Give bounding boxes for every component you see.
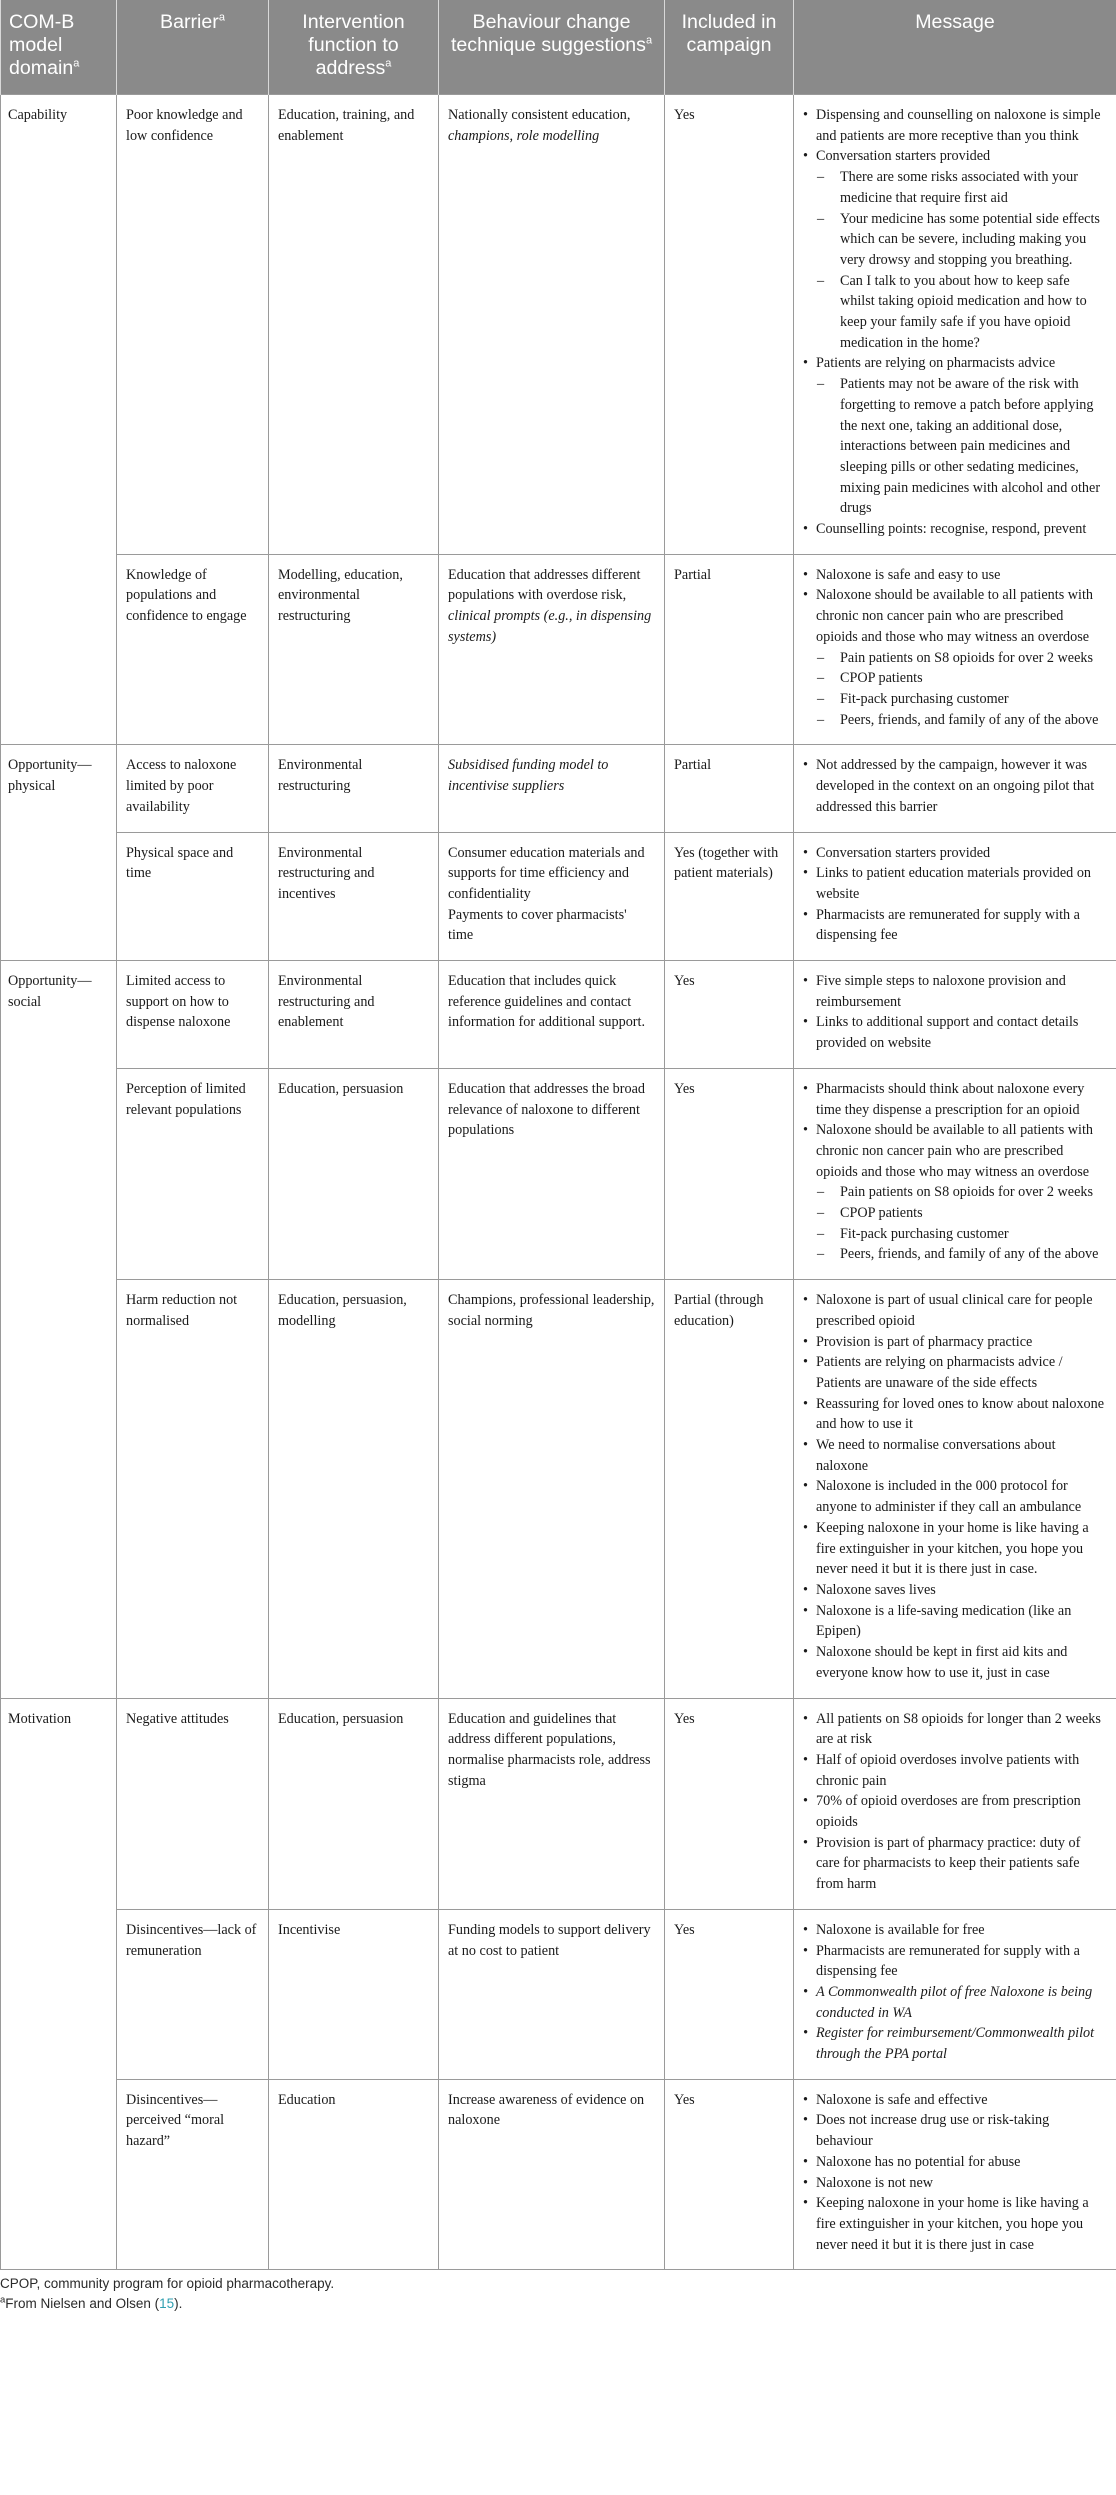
bct-text: champions, role modelling <box>448 127 600 144</box>
message-item: • Naloxone has no potential for abuse <box>803 2152 1107 2173</box>
header-footnote-marker: a <box>645 34 653 47</box>
message-item: • Does not increase drug use or risk-taking behaviour <box>803 2110 1107 2151</box>
message-cell <box>794 1698 1116 1909</box>
table-row <box>1 745 1116 832</box>
table-row <box>1 1280 1116 1698</box>
message-cell <box>794 95 1116 555</box>
table-header <box>1 0 1116 95</box>
barrier-cell: Harm reduction not normalised <box>117 1280 269 1698</box>
included-cell: Partial <box>665 745 794 832</box>
barrier-cell: Limited access to support on how to dispense naloxone <box>117 961 269 1069</box>
message-list <box>803 755 1107 817</box>
header-footnote-marker: a <box>385 57 392 70</box>
bct-text: Increase awareness of evidence on naloxone <box>448 2091 645 2129</box>
message-cell <box>794 554 1116 745</box>
message-list <box>803 843 1107 947</box>
bct-text: Nationally consistent education, <box>448 107 631 123</box>
bct-text: Payments to cover pharmacists' time <box>448 906 627 944</box>
message-item: • Provision is part of pharmacy practice <box>803 1332 1107 1353</box>
bct-cell <box>439 1280 665 1698</box>
message-item: • Pharmacists are remunerated for supply with a dispensing fee <box>803 905 1107 946</box>
header-label: Barrier <box>160 11 219 33</box>
header-included <box>665 0 794 95</box>
header-footnote-marker: a <box>73 57 80 70</box>
header-row <box>1 0 1116 95</box>
message-subitem: – Peers, friends, and family of any of the above <box>803 710 1107 731</box>
header-footnote-marker: a <box>218 11 225 24</box>
message-subitem: – Patients may not be aware of the risk with forgetting to remove a patch before applying the next one, taking an additional dose, interactions between pain medicines and sleeping pills or other sedating medicines, mixing pain medicines with alcohol and other drugs <box>803 374 1107 519</box>
message-list <box>803 971 1107 1054</box>
barrier-cell: Poor knowledge and low confidence <box>117 95 269 555</box>
barrier-cell: Disincentives—lack of remuneration <box>117 1909 269 2079</box>
message-item: • Links to patient education materials provided on website <box>803 863 1107 904</box>
message-item: • Conversation starters provided <box>803 146 1107 167</box>
message-item: • Naloxone is not new <box>803 2173 1107 2194</box>
header-message <box>794 0 1116 95</box>
intervention-cell: Environmental restructuring <box>269 745 439 832</box>
message-item: • Patients are relying on pharmacists advice <box>803 353 1107 374</box>
message-list <box>803 105 1107 540</box>
message-list <box>803 1709 1107 1895</box>
message-cell <box>794 2079 1116 2270</box>
message-item: • Provision is part of pharmacy practice: duty of care for pharmacists to keep their patients safe from harm <box>803 1833 1107 1895</box>
bct-text: Subsidised funding model to incentivise suppliers <box>448 757 609 795</box>
reference-link[interactable]: 15 <box>159 2296 175 2312</box>
message-item: • Naloxone is available for free <box>803 1920 1107 1941</box>
barrier-cell: Physical space and time <box>117 832 269 961</box>
included-cell: Yes <box>665 1068 794 1279</box>
message-cell <box>794 745 1116 832</box>
included-cell: Yes <box>665 961 794 1069</box>
bct-text: Funding models to support delivery at no cost to patient <box>448 1921 651 1959</box>
message-subitem: – Pain patients on S8 opioids for over 2 weeks <box>803 648 1107 669</box>
included-cell: Yes <box>665 1909 794 2079</box>
message-item: • Reassuring for loved ones to know about naloxone and how to use it <box>803 1394 1107 1435</box>
message-subitem: – Pain patients on S8 opioids for over 2 weeks <box>803 1182 1107 1203</box>
message-item: • Pharmacists should think about naloxone every time they dispense a prescription for an opioid <box>803 1079 1107 1120</box>
table-row <box>1 2079 1116 2270</box>
intervention-cell: Education, persuasion, modelling <box>269 1280 439 1698</box>
included-cell: Yes <box>665 95 794 555</box>
message-item: • Naloxone is safe and effective <box>803 2090 1107 2111</box>
included-cell: Partial (through education) <box>665 1280 794 1698</box>
abbreviation-footnote: CPOP, community program for opioid pharmacotherapy. <box>0 2276 335 2292</box>
included-cell: Yes <box>665 1698 794 1909</box>
source-text-end: ). <box>174 2296 183 2312</box>
message-subitem: – Peers, friends, and family of any of the above <box>803 1244 1107 1265</box>
header-bct <box>439 0 665 95</box>
table-row <box>1 1068 1116 1279</box>
message-subitem: – Your medicine has some potential side effects which can be severe, including making you very drowsy and stopping you breathing. <box>803 209 1107 271</box>
header-domain <box>1 0 117 95</box>
intervention-cell: Environmental restructuring and incentives <box>269 832 439 961</box>
message-item: • Keeping naloxone in your home is like having a fire extinguisher in your kitchen, you hope you never need it but it is there just in case. <box>803 1518 1107 1580</box>
message-item: • Naloxone should be available to all patients with chronic non cancer pain who are prescribed opioids and those who may witness an overdose <box>803 1120 1107 1182</box>
bct-cell <box>439 745 665 832</box>
message-item: • Keeping naloxone in your home is like having a fire extinguisher in your kitchen, you hope you never need it but it is there just in case <box>803 2193 1107 2255</box>
message-list <box>803 1079 1107 1265</box>
bct-text: Consumer education materials and supports for time efficiency and confidentiality <box>448 844 645 902</box>
message-item: • Naloxone is part of usual clinical care for people prescribed opioid <box>803 1290 1107 1331</box>
bct-text: Education that includes quick reference guidelines and contact information for additional support. <box>448 973 646 1031</box>
message-subitem: – Fit-pack purchasing customer <box>803 1224 1107 1245</box>
table-body <box>1 95 1116 2270</box>
message-item: • Naloxone should be available to all patients with chronic non cancer pain who are prescribed opioids and those who may witness an overdose <box>803 585 1107 647</box>
message-list <box>803 1290 1107 1683</box>
barrier-cell: Perception of limited relevant populations <box>117 1068 269 1279</box>
message-item: • Conversation starters provided <box>803 843 1107 864</box>
message-list <box>803 2090 1107 2256</box>
message-item: • 70% of opioid overdoses are from prescription opioids <box>803 1791 1107 1832</box>
message-item: • Naloxone is safe and easy to use <box>803 565 1107 586</box>
intervention-cell: Incentivise <box>269 1909 439 2079</box>
header-label: Included in campaign <box>681 11 777 56</box>
header-label: Message <box>915 11 995 33</box>
bct-cell <box>439 1909 665 2079</box>
header-label: Behaviour change technique suggestions <box>450 11 646 56</box>
domain-cell: Motivation <box>1 1698 117 2270</box>
included-cell: Yes <box>665 2079 794 2270</box>
header-barrier <box>117 0 269 95</box>
source-text: From Nielsen and Olsen ( <box>5 2296 160 2312</box>
message-subitem: – There are some risks associated with your medicine that require first aid <box>803 167 1107 208</box>
table-row <box>1 1698 1116 1909</box>
source-footnote <box>0 2294 1116 2314</box>
header-intervention <box>269 0 439 95</box>
message-item: • Naloxone should be kept in first aid kits and everyone know how to use it, just in case <box>803 1642 1107 1683</box>
bct-text: Education that addresses the broad relevance of naloxone to different populations <box>448 1080 645 1139</box>
included-cell: Partial <box>665 554 794 745</box>
message-item: • A Commonwealth pilot of free Naloxone is being conducted in WA <box>803 1982 1107 2023</box>
barrier-cell: Disincentives—perceived “moral hazard” <box>117 2079 269 2270</box>
message-item: • Not addressed by the campaign, however it was developed in the context on an ongoing pilot that addressed this barrier <box>803 755 1107 817</box>
bct-text: Champions, professional leadership, social norming <box>448 1292 655 1329</box>
domain-cell: Opportunity—physical <box>1 745 117 961</box>
bct-cell <box>439 1068 665 1279</box>
message-item: • All patients on S8 opioids for longer than 2 weeks are at risk <box>803 1709 1107 1750</box>
intervention-cell: Education, persuasion <box>269 1698 439 1909</box>
message-item: • Naloxone saves lives <box>803 1580 1107 1601</box>
header-label: COM-B model domain <box>9 11 75 79</box>
message-item: • Dispensing and counselling on naloxone is simple and patients are more receptive than you think <box>803 105 1107 146</box>
message-cell <box>794 1909 1116 2079</box>
message-item: • Half of opioid overdoses involve patients with chronic pain <box>803 1750 1107 1791</box>
included-cell: Yes (together with patient materials) <box>665 832 794 961</box>
message-subitem: – Fit-pack purchasing customer <box>803 689 1107 710</box>
message-list <box>803 1920 1107 2065</box>
message-subitem: – CPOP patients <box>803 1203 1107 1224</box>
message-subitem: – Can I talk to you about how to keep safe whilst taking opioid medication and how to keep your family safe if you have opioid medication in the home? <box>803 271 1107 354</box>
intervention-cell: Environmental restructuring and enablement <box>269 961 439 1069</box>
message-item: • Links to additional support and contact details provided on website <box>803 1012 1107 1053</box>
barrier-cell: Access to naloxone limited by poor availability <box>117 745 269 832</box>
bct-cell <box>439 2079 665 2270</box>
footnote-marker: a <box>0 2294 6 2306</box>
intervention-cell: Modelling, education, environmental restructuring <box>269 554 439 745</box>
message-item: • Counselling points: recognise, respond, prevent <box>803 519 1107 540</box>
domain-cell: Opportunity—social <box>1 961 117 1699</box>
bct-cell <box>439 832 665 961</box>
message-cell <box>794 832 1116 961</box>
barrier-cell: Knowledge of populations and confidence to engage <box>117 554 269 745</box>
table-footnotes <box>0 2270 1116 2314</box>
message-item: • We need to normalise conversations about naloxone <box>803 1435 1107 1476</box>
message-list <box>803 565 1107 731</box>
intervention-cell: Education, training, and enablement <box>269 95 439 555</box>
message-item: • Naloxone is a life-saving medication (like an Epipen) <box>803 1601 1107 1642</box>
table-row <box>1 1909 1116 2079</box>
message-item: • Register for reimbursement/Commonwealth pilot through the PPA portal <box>803 2023 1107 2064</box>
bct-text: clinical prompts (e.g., in dispensing systems) <box>448 608 652 645</box>
message-cell <box>794 961 1116 1069</box>
bct-text: Education that addresses different populations with overdose risk, <box>448 566 641 604</box>
table-row <box>1 554 1116 745</box>
intervention-cell: Education, persuasion <box>269 1068 439 1279</box>
domain-cell: Capability <box>1 95 117 745</box>
bct-cell <box>439 554 665 745</box>
bct-text: Education and guidelines that address different populations, normalise pharmacists role, address stigma <box>448 1710 651 1789</box>
message-cell <box>794 1068 1116 1279</box>
bct-cell <box>439 961 665 1069</box>
table-row <box>1 961 1116 1069</box>
table-row <box>1 832 1116 961</box>
bct-cell <box>439 1698 665 1909</box>
bct-cell <box>439 95 665 555</box>
message-item: • Patients are relying on pharmacists advice / Patients are unaware of the side effects <box>803 1352 1107 1393</box>
message-item: • Naloxone is included in the 000 protocol for anyone to administer if they call an ambulance <box>803 1476 1107 1517</box>
message-cell <box>794 1280 1116 1698</box>
message-subitem: – CPOP patients <box>803 668 1107 689</box>
message-item: • Five simple steps to naloxone provision and reimbursement <box>803 971 1107 1012</box>
barrier-cell: Negative attitudes <box>117 1698 269 1909</box>
intervention-cell: Education <box>269 2079 439 2270</box>
message-item: • Pharmacists are remunerated for supply with a dispensing fee <box>803 1941 1107 1982</box>
header-label: Intervention function to address <box>302 11 405 79</box>
table-row <box>1 95 1116 555</box>
